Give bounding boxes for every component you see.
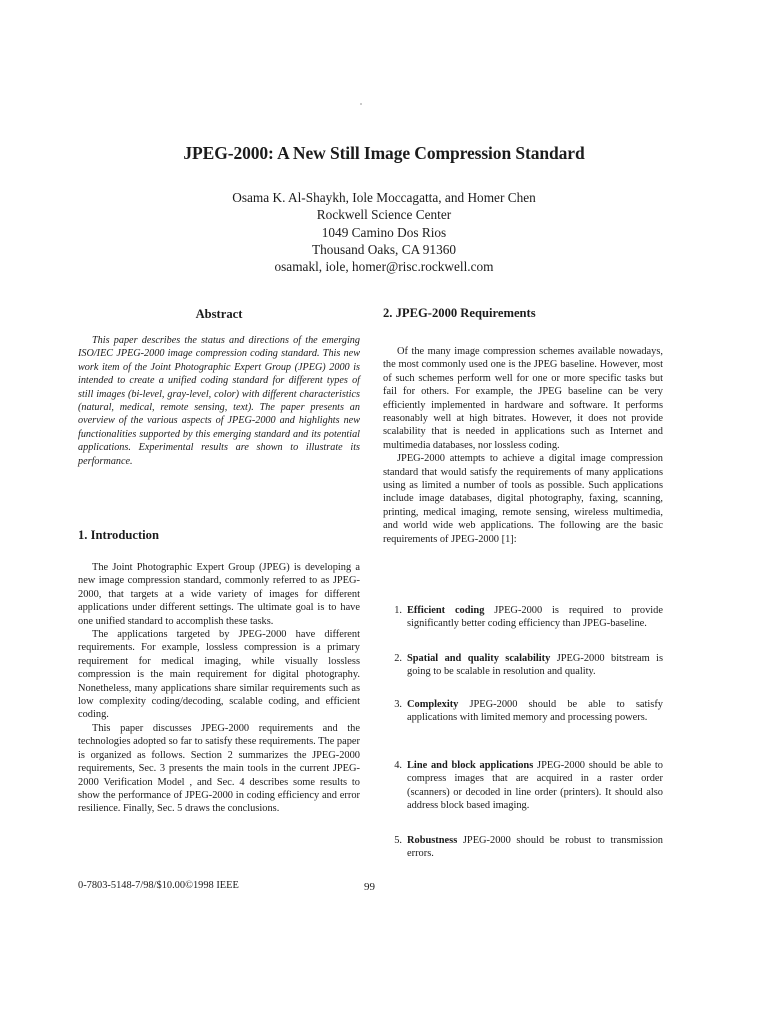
requirement-item (388, 759, 663, 813)
item-text: JPEG-2000 should be robust to transmission errors. (407, 835, 663, 860)
author-affiliation: Rockwell Science Center (316, 207, 452, 223)
author-street: 1049 Camino Dos Rios (321, 224, 447, 240)
requirements-paragraph-2: JPEG-2000 attempts to achieve a digital image compression standard that would satisfy the requirements of many applications using as limited a number of tools as possible. Such applications include image databases, digital photography, faxing, scanning, printing, medical imaging, remote sensing, wireless multimedia, and world wide web applications. The following are the basic requirements of JPEG-2000 [1]: (383, 453, 663, 545)
item-number: 5. (394, 835, 402, 846)
requirements-paragraph-1: Of the many image compression schemes available nowadays, the most commonly used one is the JPEG baseline. However, most of such schemes perform well for one or more specific tasks but fail for others. For example, the JPEG baseline can be very efficiently implemented in hardware and software. It performs reasonably well at high bitrates. However, it does not provide scalability that is needed in applications such as Internet and multimedia databases, nor lossless coding. (383, 346, 663, 451)
author-city: Thousand Oaks, CA 91360 (311, 241, 457, 257)
introduction-body (78, 561, 360, 816)
intro-paragraph-2: The applications targeted by JPEG-2000 have different requirements. For example, lossless compression is a primary requirement for medical imaging, while visually lossless compression is the main requirement for digital photography. Nonetheless, many applications share similar requirements such as low complexity coding/decoding, scalable coding, and efficient coding. (78, 629, 360, 721)
page-number: 99 (364, 881, 375, 893)
item-number: 4. (394, 760, 402, 771)
item-text: JPEG-2000 bitstream is going to be scalable in resolution and quality. (407, 653, 663, 678)
abstract-heading: Abstract (195, 307, 243, 321)
paper-title: JPEG-2000: A New Still Image Compression Standard (183, 143, 585, 163)
requirements-heading: 2. JPEG-2000 Requirements (383, 306, 536, 320)
requirements-body (383, 345, 663, 546)
item-term: Complexity (407, 699, 459, 710)
item-number: 2. (394, 653, 402, 664)
item-text: JPEG-2000 should be able to compress images that are acquired in a raster order (scanners) or decoded in line order (printers). It should also address block based imaging. (407, 760, 663, 812)
item-term: Efficient coding (407, 605, 485, 616)
intro-paragraph-3: This paper discusses JPEG-2000 requirements and the technologies adopted so far to satisfy these requirements. The paper is organized as follows. Section 2 summarizes the JPEG-2000 requirements, Sec. 3 presents the main tools in the current JPEG-2000 Verification Model , and Sec. 4 describes some results to show the performance of JPEG-2000 in coding efficiency and error resilience. Finally, Sec. 5 draws the conclusions. (78, 722, 360, 815)
requirement-item (388, 652, 663, 679)
item-term: Line and block applications (407, 760, 534, 771)
requirement-item (388, 604, 663, 631)
author-emails: osamakl, iole, homer@risc.rockwell.com (274, 259, 494, 275)
item-number: 3. (394, 699, 402, 710)
introduction-heading: 1. Introduction (78, 528, 159, 542)
abstract-text: This paper describes the status and directions of the emerging ISO/IEC JPEG-2000 image compression coding standard. This new work item of the Joint Photographic Expert Group (JPEG) 2000 is intended to create a unified coding standard for different types of still images (bi-level, gray-level, color) with different characteristics (natural, medical, remote sensing, text). The paper presents an overview of the various aspects of JPEG-2000 and highlights new functionalities supported by this emerging standard and its potential applications. Experimental results are shown to illustrate its performance. (78, 335, 360, 467)
item-text: JPEG-2000 is required to provide significantly better coding efficiency than JPEG-baseline. (407, 605, 663, 630)
requirement-item (388, 698, 663, 725)
item-term: Robustness (407, 835, 458, 846)
author-names: Osama K. Al-Shaykh, Iole Moccagatta, and Homer Chen (232, 190, 536, 205)
requirement-item (388, 834, 663, 861)
item-term: Spatial and quality scalability (407, 653, 551, 664)
author-block (0, 189, 768, 275)
item-text: JPEG-2000 should be able to satisfy applications with limited memory and processing powers. (407, 699, 663, 724)
intro-paragraph-1: The Joint Photographic Expert Group (JPEG) is developing a new image compression standard, commonly referred to as JPEG-2000, that targets at a wide variety of images for different applications under different settings. The ultimate goal is to have one unified standard to accomplish these tasks. (78, 562, 360, 627)
copyright-line: 0-7803-5148-7/98/$10.00©1998 IEEE (78, 880, 239, 891)
scan-speck (360, 103, 362, 105)
item-number: 1. (394, 605, 402, 616)
